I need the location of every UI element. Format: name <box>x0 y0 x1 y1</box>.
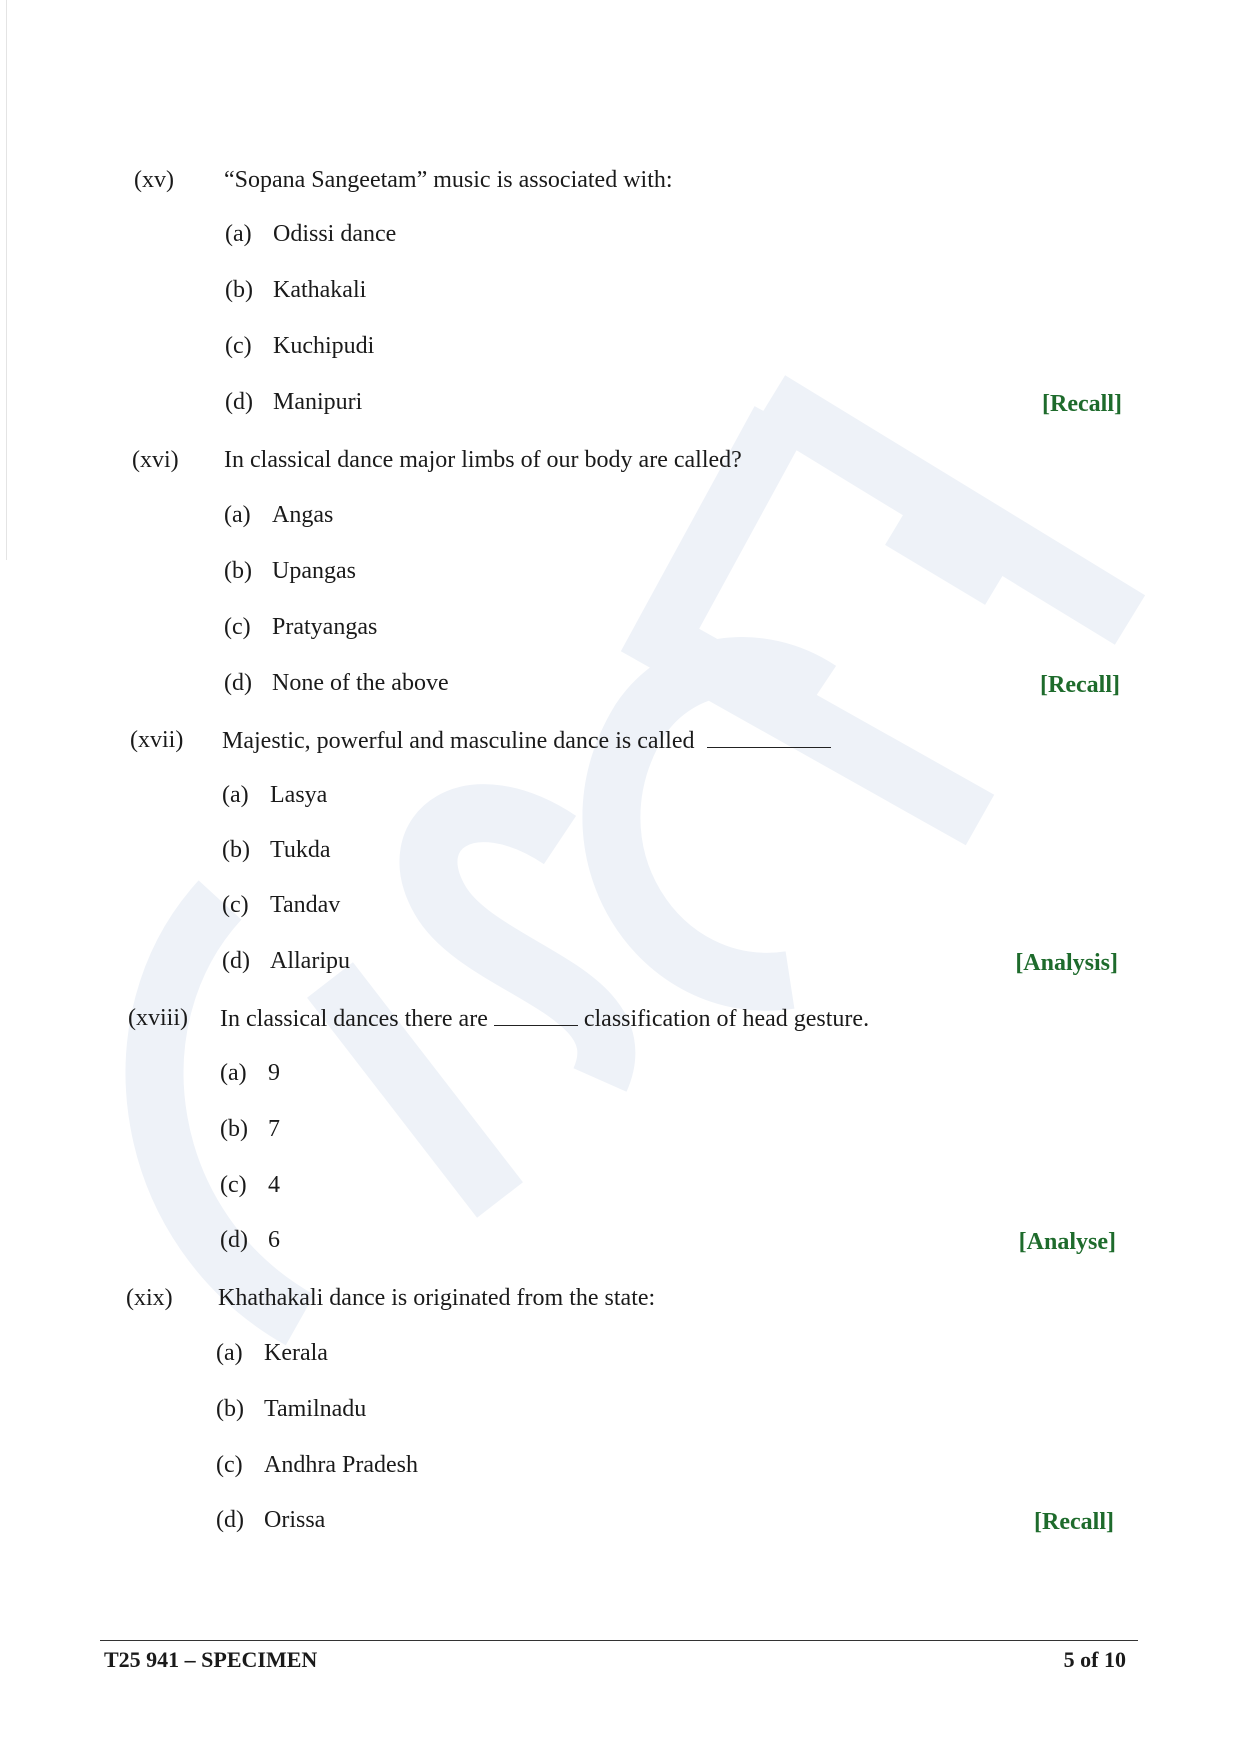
option-label: (a) <box>220 1060 247 1086</box>
option-text: 9 <box>268 1060 280 1086</box>
option-text: Tamilnadu <box>264 1396 367 1422</box>
option-row <box>220 1225 280 1255</box>
option-text: Manipuri <box>273 389 363 415</box>
option-row <box>225 219 396 249</box>
option-row <box>216 1505 325 1535</box>
option-text: None of the above <box>272 670 449 696</box>
option-text: Kathakali <box>273 277 367 303</box>
question-text: In classical dance major limbs of our body are called? <box>224 447 742 473</box>
cognitive-level-tag: [Recall] <box>1040 672 1120 698</box>
option-label: (b) <box>225 277 253 303</box>
option-text: Upangas <box>272 558 356 584</box>
option-label: (b) <box>216 1396 244 1422</box>
option-row <box>222 835 330 865</box>
option-label: (d) <box>224 670 252 696</box>
option-text: Lasya <box>270 782 328 808</box>
cognitive-level-tag: [Analysis] <box>1015 950 1118 976</box>
answer-blank <box>494 1003 578 1026</box>
option-label: (a) <box>216 1340 243 1366</box>
question-number: (xv) <box>134 167 174 193</box>
option-row <box>220 1114 280 1144</box>
option-row <box>225 331 374 361</box>
question-number: (xix) <box>126 1285 173 1311</box>
question-text-row <box>220 1003 869 1034</box>
option-text: 4 <box>268 1172 280 1198</box>
option-row <box>224 500 333 530</box>
option-text: 6 <box>268 1227 280 1253</box>
option-label: (d) <box>222 948 250 974</box>
option-row <box>216 1394 366 1424</box>
option-text: Orissa <box>264 1507 326 1533</box>
page-number: 5 of 10 <box>1063 1647 1126 1672</box>
option-text: Pratyangas <box>272 614 378 640</box>
option-label: (d) <box>216 1507 244 1533</box>
question-text-before: In classical dances there are <box>220 1006 488 1032</box>
option-text: Kuchipudi <box>273 333 375 359</box>
question-number: (xvii) <box>130 727 184 753</box>
option-text: Odissi dance <box>273 221 397 247</box>
option-row <box>222 946 350 976</box>
cognitive-level-tag: [Analyse] <box>1018 1229 1116 1255</box>
question-text: “Sopana Sangeetam” music is associated with: <box>224 167 673 193</box>
question-number: (xviii) <box>128 1005 188 1031</box>
option-row <box>225 275 366 305</box>
option-label: (b) <box>224 558 252 584</box>
option-label: (b) <box>222 837 250 863</box>
option-label: (d) <box>225 389 253 415</box>
option-label: (c) <box>224 614 251 640</box>
option-text: Tukda <box>270 837 331 863</box>
option-row <box>222 780 327 810</box>
option-label: (a) <box>222 782 249 808</box>
option-text: Tandav <box>270 892 341 918</box>
option-row <box>216 1450 418 1480</box>
question-text: Khathakali dance is originated from the state: <box>218 1285 656 1311</box>
option-label: (b) <box>220 1116 248 1142</box>
footer-rule <box>100 1640 1138 1641</box>
question-text-after: classification of head gesture. <box>583 1006 870 1032</box>
question-text: Majestic, powerful and masculine dance is called <box>222 728 695 754</box>
option-row <box>220 1058 280 1088</box>
option-row <box>224 556 356 586</box>
option-text: Angas <box>272 502 334 528</box>
cognitive-level-tag: [Recall] <box>1042 391 1122 417</box>
option-label: (c) <box>220 1172 247 1198</box>
option-label: (c) <box>225 333 252 359</box>
option-text: Allaripu <box>270 948 350 974</box>
option-row <box>225 387 362 417</box>
option-text: 7 <box>268 1116 280 1142</box>
paper-code: T25 941 – SPECIMEN <box>104 1647 318 1672</box>
option-text: Andhra Pradesh <box>264 1452 418 1478</box>
option-row <box>224 668 449 698</box>
option-text: Kerala <box>264 1340 328 1366</box>
option-label: (d) <box>220 1227 248 1253</box>
question-number: (xvi) <box>132 447 179 473</box>
option-label: (c) <box>222 892 249 918</box>
option-label: (c) <box>216 1452 243 1478</box>
option-row <box>216 1338 328 1368</box>
option-row <box>220 1170 280 1200</box>
option-row <box>222 890 340 920</box>
option-label: (a) <box>224 502 251 528</box>
answer-blank <box>707 725 831 748</box>
question-text-row <box>222 725 831 756</box>
option-row <box>224 612 377 642</box>
option-label: (a) <box>225 221 252 247</box>
cognitive-level-tag: [Recall] <box>1034 1509 1114 1535</box>
